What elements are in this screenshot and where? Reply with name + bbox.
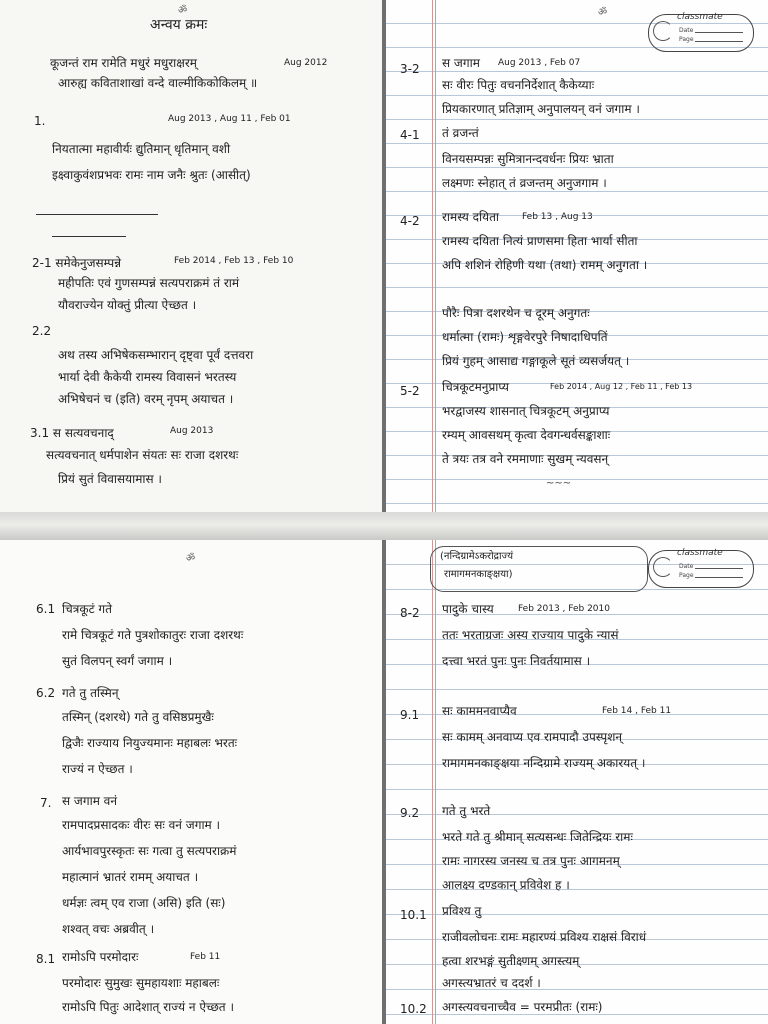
note-line: रामागमनकाङ्क्षया)	[444, 569, 513, 580]
section-heading: 3.1 स सत्यवचनाद्	[30, 426, 114, 440]
note-line: (नन्दिग्रामेऽकरोद्राज्यं	[440, 551, 514, 562]
section-heading: स जगाम	[442, 56, 480, 70]
text-line: राजीवलोचनः रामः महारण्यं प्रविश्य राक्षसं विराधं	[442, 930, 647, 944]
text-line: महात्मानं भ्रातरं रामम् अयाचत ।	[62, 870, 199, 884]
page-field-label: Page	[679, 572, 694, 579]
date-note: Aug 2013 , Feb 07	[498, 58, 581, 68]
date-note: Feb 14 , Feb 11	[602, 706, 672, 716]
text-line: धर्मात्मा (रामः) शृङ्गवेरपुरे निषादाधिपतिं	[442, 330, 608, 344]
text-line: रामे चित्रकूटं गते पुत्रशोकातुरः राजा दशरथः	[62, 628, 244, 642]
binding-gutter	[382, 0, 386, 512]
text-line: सः कामम् अनवाप्य एव रामपादौ उपस्पृशन्	[442, 730, 623, 744]
text-line: ते त्रयः तत्र वने रममाणाः सुखम् न्यवसन्	[442, 452, 609, 466]
text-line: आर्यभावपुरस्कृतः सः गत्वा तु सत्यपराक्रमं	[62, 844, 237, 858]
scan-gap	[0, 512, 768, 540]
classmate-logo	[648, 550, 754, 588]
text-line: इक्ष्वाकुवंशप्रभवः रामः नाम जनैः श्रुतः (आसीत्)	[52, 168, 251, 182]
section-number: 10.1	[400, 908, 427, 922]
section-number: 7.	[40, 796, 52, 810]
date-note: Feb 2014 , Aug 12 , Feb 11 , Feb 13	[550, 382, 693, 391]
text-line: दत्त्वा भरतं पुनः पुनः निवर्तयामास ।	[442, 654, 591, 668]
section-number: 6.2	[36, 686, 56, 700]
section-number: 5-2	[400, 384, 420, 398]
text-line: शश्वत् वचः अब्रवीत् ।	[62, 922, 155, 936]
logo-swirl-icon	[653, 21, 673, 41]
text-line: पौरैः पित्रा दशरथेन च दूरम् अनुगतः	[442, 306, 590, 320]
notebook-page-1	[0, 0, 382, 512]
page-mark: ॐ	[186, 553, 196, 564]
notebook-page-2	[386, 0, 768, 512]
section-heading: प्रविश्य तु	[442, 904, 482, 918]
notebook-page-4	[386, 540, 768, 1024]
strikethrough-line	[36, 214, 158, 215]
section-heading: पादुके चास्य	[442, 602, 494, 616]
date-note: Feb 11	[190, 952, 221, 962]
date-note: Feb 13 , Aug 13	[522, 212, 593, 222]
text-line: सः वीरः पितुः वचननिर्देशात् कैकेय्याः	[442, 78, 595, 92]
text-line: रामः नागरस्य जनस्य च तत्र पुनः आगमनम्	[442, 854, 620, 868]
section-heading: अगस्त्यवचनाच्चैव = परमप्रीतः (रामः)	[442, 1000, 603, 1014]
date-field-line	[695, 32, 743, 33]
section-heading: रामस्य दयिता	[442, 210, 500, 224]
section-number: 8.1	[36, 952, 56, 966]
date-note: Feb 2014 , Feb 13 , Feb 10	[174, 256, 294, 266]
section-heading: गते तु भरते	[442, 804, 491, 818]
page-field-line	[695, 41, 743, 42]
signature-scribble: ~~~	[546, 478, 572, 489]
section-heading: 2-1 समेकेनुजसम्पन्ने	[32, 256, 122, 270]
classmate-logo	[648, 14, 754, 52]
date-field-label: Date	[679, 563, 694, 570]
text-line: अभिषेचनं च (इति) वरम् नृपम् अयाचत ।	[58, 392, 234, 406]
text-line: प्रियं सुतं विवासयामास ।	[58, 472, 162, 486]
section-heading: चित्रकूटमनुप्राप्य	[442, 380, 509, 394]
margin-line	[435, 540, 436, 1024]
text-line: भार्या देवी कैकेयी रामस्य विवासनं भरतस्य	[58, 370, 237, 384]
text-line: हत्वा शरभङ्गं सुतीक्ष्णम् अगस्त्यम्	[442, 954, 580, 968]
text-line: रम्यम् आवसथम् कृत्वा देवगन्धर्वसङ्काशाः	[442, 428, 611, 442]
section-heading: चित्रकूटं गते	[62, 602, 113, 616]
section-number: 3-2	[400, 62, 420, 76]
text-line: सुतं विलपन् स्वर्गं जगाम ।	[62, 654, 173, 668]
text-line: आरुह्य कविताशाखां वन्दे वाल्मीकिकोकिलम् ॥	[58, 76, 258, 90]
text-line: अथ तस्य अभिषेकसम्भारान् दृष्ट्वा पूर्वं दत्तवरा	[58, 348, 254, 362]
page-mark: ॐ	[178, 5, 188, 16]
text-line: रामस्य दयिता नित्यं प्राणसमा हिता भार्या सीता	[442, 234, 638, 248]
text-line: विनयसम्पन्नः सुमित्रानन्दवर्धनः प्रियः भ्राता	[442, 152, 614, 166]
section-number: 9.1	[400, 708, 420, 722]
text-line: महीपतिः एवं गुणसम्पन्नं सत्यपराक्रमं तं रामं	[58, 276, 240, 290]
margin-line	[432, 0, 433, 512]
section-number: 4-1	[400, 128, 420, 142]
date-note: Aug 2013 , Aug 11 , Feb 01	[168, 114, 291, 124]
date-field-line	[695, 568, 743, 569]
text-line: यौवराज्येन योक्तुं प्रीत्या ऐच्छत ।	[58, 298, 197, 312]
logo-brand: classmate	[677, 548, 723, 558]
page-field-label: Page	[679, 36, 694, 43]
section-number: 8-2	[400, 606, 420, 620]
text-line: रामोऽपि पितुः आदेशात् राज्यं न ऐच्छत ।	[62, 1000, 234, 1014]
text-line: सत्यवचनात् धर्मपाशेन संयतः सः राजा दशरथः	[46, 448, 239, 462]
text-line: नियतात्मा महावीर्यः द्युतिमान् धृतिमान् वशी	[52, 142, 231, 156]
section-number: 10.2	[400, 1002, 427, 1016]
date-field-label: Date	[679, 27, 694, 34]
text-line: भरते गते तु श्रीमान् सत्यसन्धः जितेन्द्रियः रामः	[442, 830, 633, 844]
text-line: रामपादप्रसादकः वीरः सः वनं जगाम ।	[62, 818, 221, 832]
text-line: परमोदारः सुमुखः सुमहायशाः महाबलः	[62, 976, 220, 990]
text-line: धर्मज्ञः त्वम् एव राजा (असि) इति (सः)	[62, 896, 226, 910]
section-number: 9.2	[400, 806, 420, 820]
date-note: Aug 2012	[284, 58, 328, 68]
text-line: आलक्ष्य दण्डकान् प्रविवेश ह ।	[442, 878, 570, 892]
text-line: कूजन्तं राम रामेति मधुरं मधुराक्षरम्	[50, 56, 197, 70]
section-heading: सः काममनवाप्यैव	[442, 704, 517, 718]
text-line: लक्ष्मणः स्नेहात् तं व्रजन्तम् अनुजगाम ।	[442, 176, 607, 190]
section-heading: स जगाम वनं	[62, 794, 118, 808]
section-heading: तं व्रजन्तं	[442, 126, 479, 140]
binding-gutter	[382, 540, 386, 1024]
section-number: 4-2	[400, 214, 420, 228]
notebook-page-3	[0, 540, 382, 1024]
section-heading: गते तु तस्मिन्	[62, 686, 119, 700]
page-title: अन्वय क्रमः	[150, 17, 208, 33]
logo-swirl-icon	[653, 557, 673, 577]
text-line: राज्यं न ऐच्छत ।	[62, 762, 133, 776]
text-line: तस्मिन् (दशरथे) गते तु वसिष्ठप्रमुखैः	[62, 710, 214, 724]
text-line: ततः भरताग्रजः अस्य राज्याय पादुके न्यासं	[442, 628, 619, 642]
page-mark: ॐ	[598, 7, 608, 18]
text-line: प्रियकारणात् प्रतिज्ञाम् अनुपालयन् वनं जगाम ।	[442, 102, 640, 116]
margin-line	[435, 0, 436, 512]
logo-brand: classmate	[677, 12, 723, 22]
text-line: रामागमनकाङ्क्षया नन्दिग्रामे राज्यम् अकारयत् ।	[442, 756, 646, 770]
text-line: अगस्त्यभ्रातरं च ददर्श ।	[442, 976, 541, 990]
page-field-line	[695, 577, 743, 578]
text-line: भरद्वाजस्य शासनात् चित्रकूटम् अनुप्राप्य	[442, 404, 610, 418]
margin-line	[432, 540, 433, 1024]
section-number: 2.2	[32, 324, 52, 338]
section-heading: रामोऽपि परमोदारः	[62, 950, 139, 964]
text-line: अपि शशिनं रोहिणी यथा (तथा) रामम् अनुगता ।	[442, 258, 648, 272]
strikethrough-line	[52, 236, 126, 237]
section-number: 1.	[34, 114, 46, 128]
text-line: प्रियं गुहम् आसाद्य गङ्गाकूले सूतं व्यसर्जयत् ।	[442, 354, 630, 368]
text-line: द्विजैः राज्याय नियुज्यमानः महाबलः भरतः	[62, 736, 238, 750]
date-note: Aug 2013	[170, 426, 214, 436]
section-number: 6.1	[36, 602, 56, 616]
date-note: Feb 2013 , Feb 2010	[518, 604, 610, 614]
